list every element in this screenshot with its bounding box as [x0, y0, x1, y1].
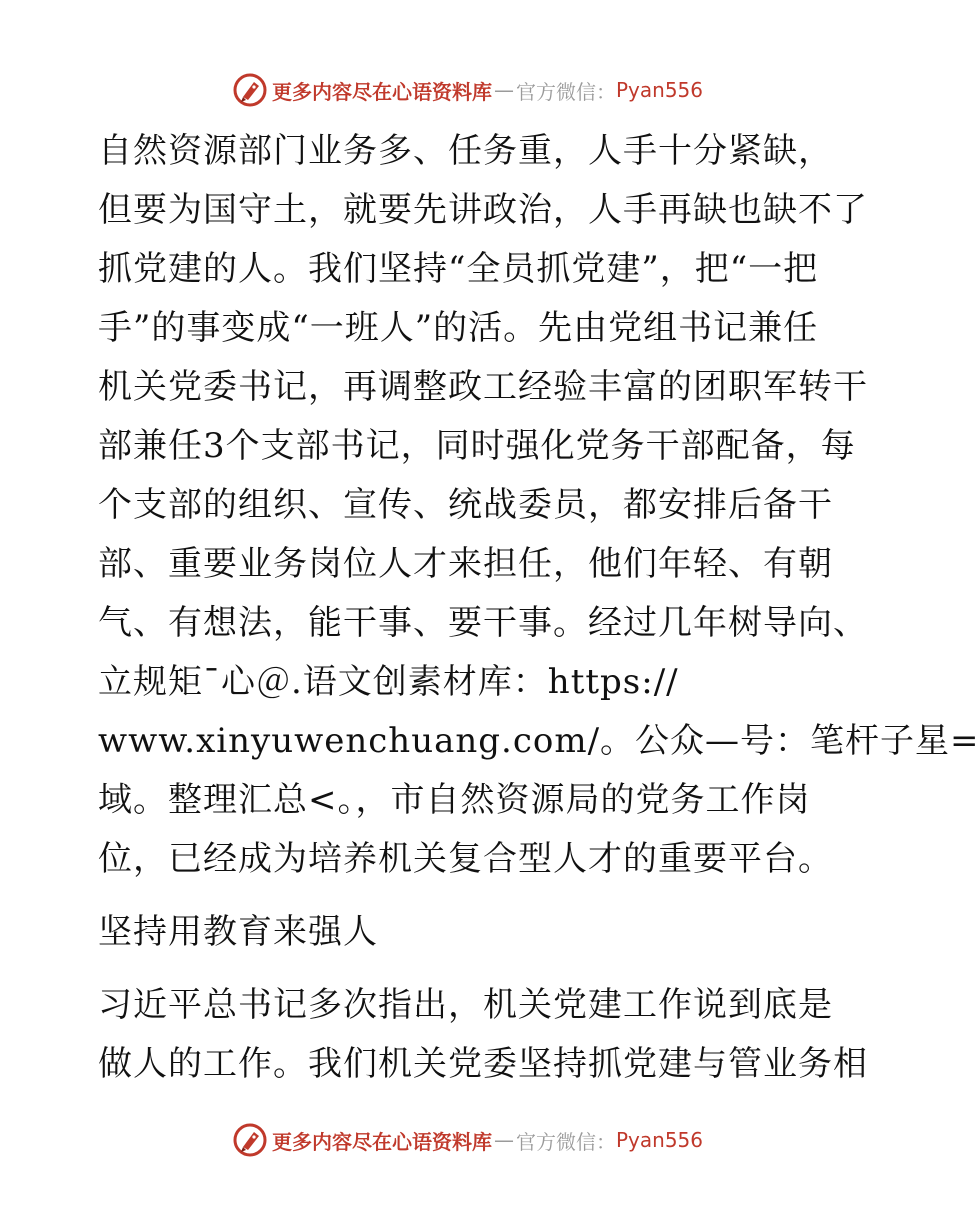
paragraph-gap: [98, 889, 858, 903]
heading-line: 坚持用教育来强人: [98, 912, 378, 952]
paragraph-1: [98, 122, 980, 889]
text-line: 做人的工作。我们机关党委坚持抓党建与管业务相: [98, 1044, 868, 1084]
watermark-text: 更多内容尽在心语资料库: [272, 1129, 492, 1154]
watermark-account: Pyan556: [616, 78, 704, 102]
section-heading: [98, 903, 858, 962]
text-line: 部、重要业务岗位人才来担任，他们年轻、有朝: [98, 544, 833, 584]
text-line: 自然资源部门业务多、任务重，人手十分紧缺，: [98, 131, 833, 171]
watermark-account: Pyan556: [616, 1128, 704, 1152]
text-line: 部兼任3个支部书记，同时强化党务干部配备，每: [98, 426, 856, 466]
text-line: www.xinyuwenchuang.com/。公众—号：笔杆子星=: [98, 721, 980, 761]
text-line: 域。整理汇总<。，市自然资源局的党务工作岗: [98, 780, 811, 820]
header-watermark: [232, 70, 703, 110]
watermark-wechat-label: 官方微信：: [516, 1129, 616, 1154]
text-line: 立规矩¯心＠.语文创素材库：https://: [98, 662, 679, 702]
text-line: 机关党委书记，再调整政工经验丰富的团职军转干: [98, 367, 868, 407]
footer-watermark: [232, 1120, 703, 1160]
text-line: 习近平总书记多次指出，机关党建工作说到底是: [98, 985, 833, 1025]
watermark-text: 更多内容尽在心语资料库: [272, 79, 492, 104]
text-line: 气、有想法，能干事、要干事。经过几年树导向、: [98, 603, 868, 643]
text-line: 手”的事变成“一班人”的活。先由党组书记兼任: [98, 308, 819, 348]
pen-nib-logo-icon: [232, 72, 268, 108]
watermark-dash: —: [494, 78, 514, 102]
paragraph-gap: [98, 962, 858, 976]
watermark-dash: —: [494, 1128, 514, 1152]
document-body: [98, 122, 980, 1094]
text-line: 个支部的组织、宣传、统战委员，都安排后备干: [98, 485, 833, 525]
text-line: 但要为国守土，就要先讲政治，人手再缺也缺不了: [98, 190, 868, 230]
pen-nib-logo-icon: [232, 1122, 268, 1158]
watermark-wechat-label: 官方微信：: [516, 79, 616, 104]
text-line: 位，已经成为培养机关复合型人才的重要平台。: [98, 839, 833, 879]
text-line: 抓党建的人。我们坚持“全员抓党建”，把“一把: [98, 249, 819, 289]
paragraph-2: [98, 976, 868, 1094]
